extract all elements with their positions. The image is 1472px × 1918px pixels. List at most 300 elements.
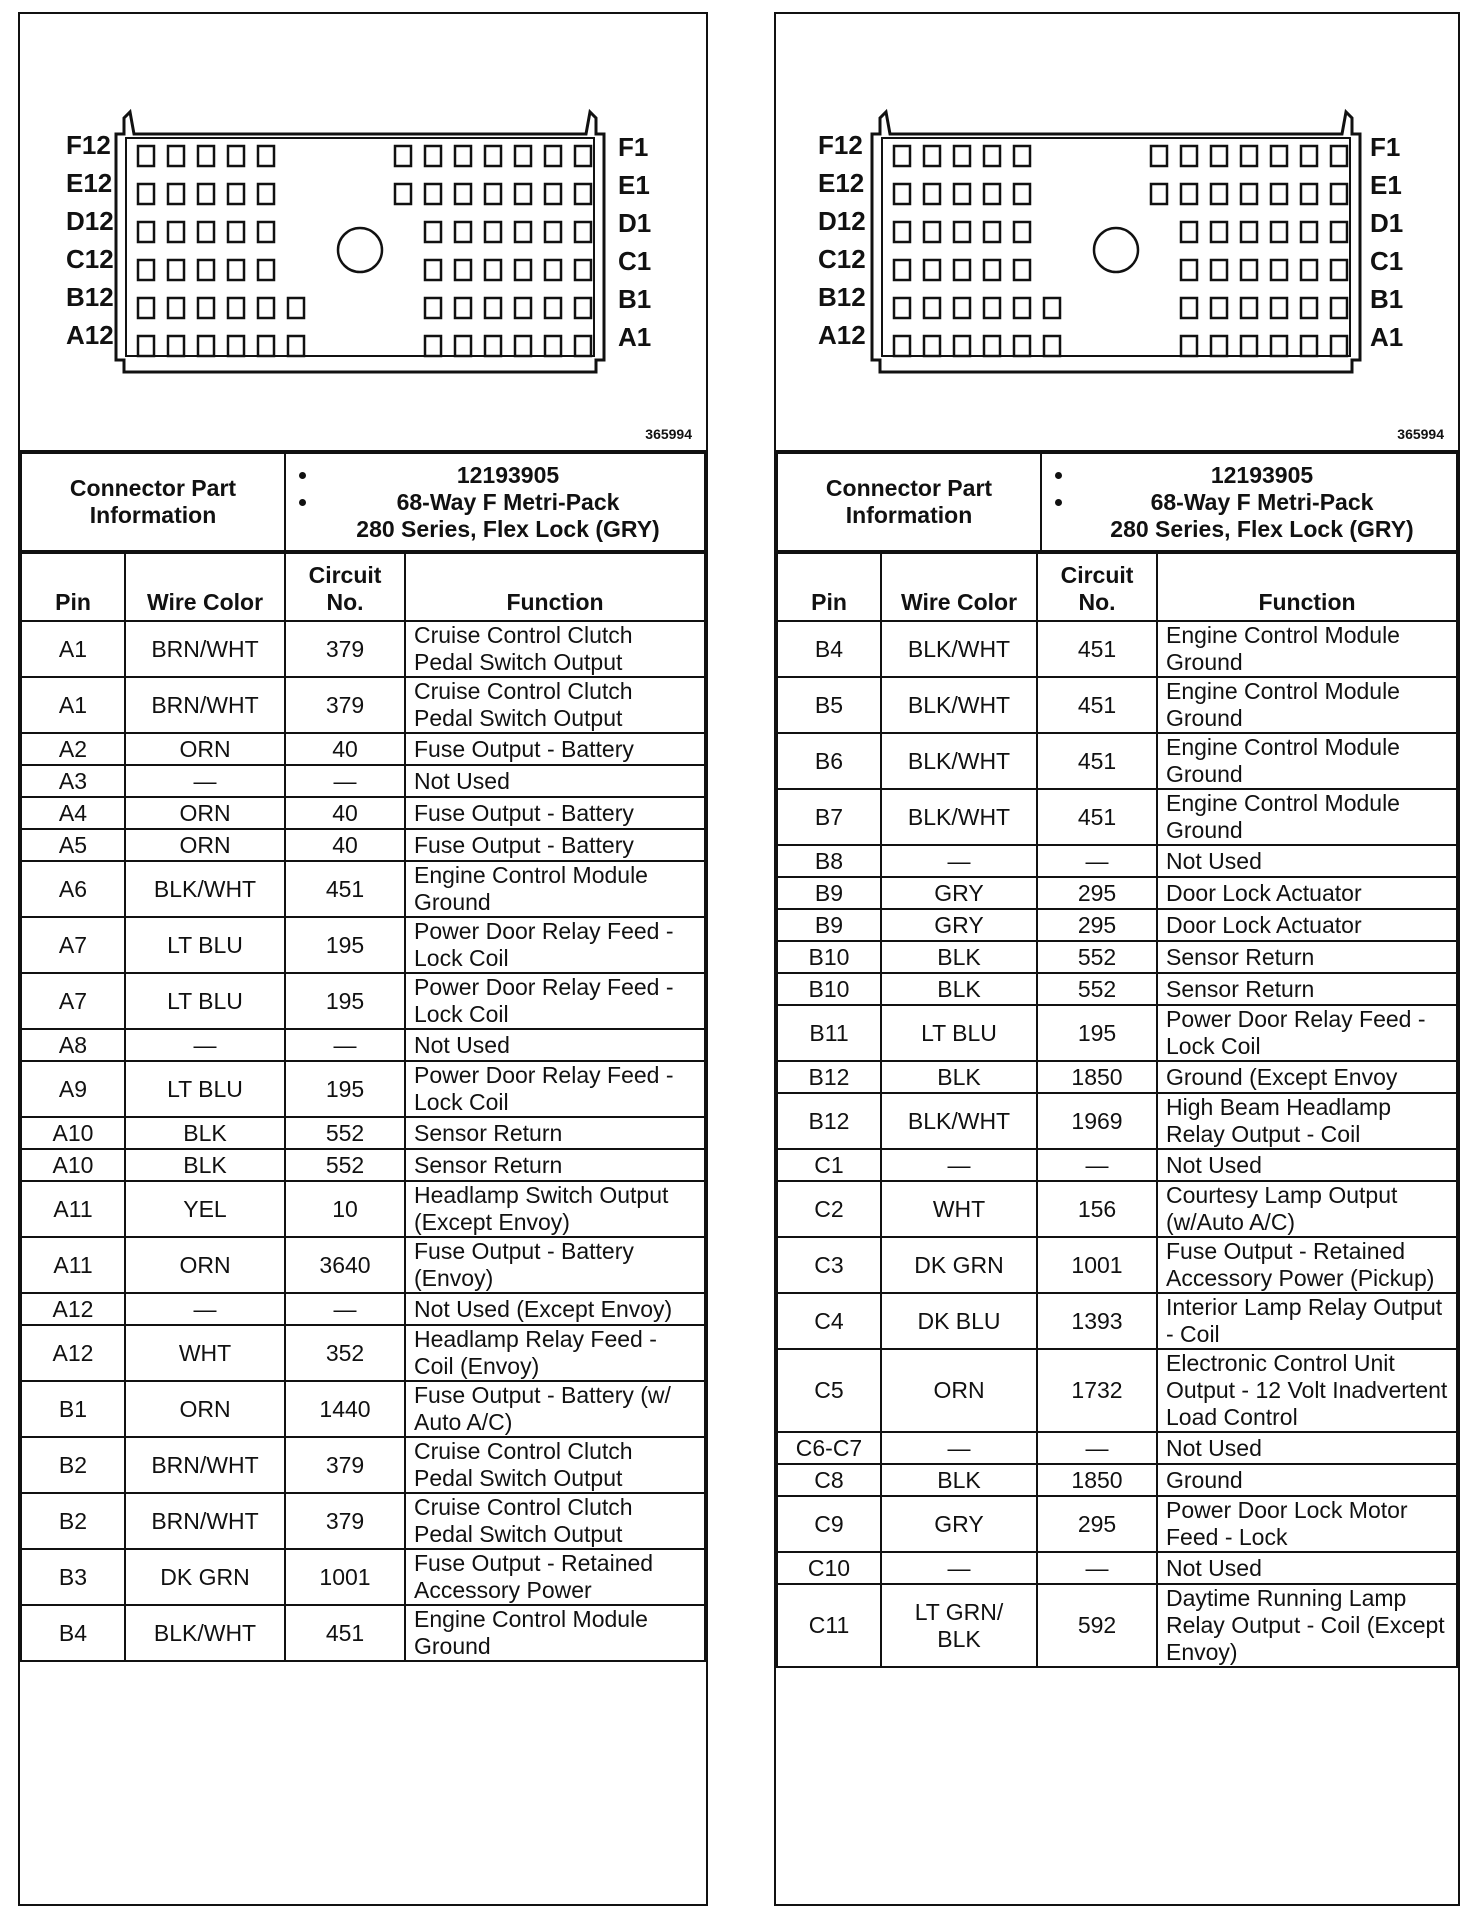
pin-cavity — [1211, 222, 1227, 242]
function-cell: Door Lock Actuator — [1157, 909, 1457, 941]
row-label-right: A1 — [618, 322, 652, 352]
wire-color-cell: GRY — [881, 877, 1037, 909]
pin-cell: B1 — [21, 1381, 125, 1437]
function-cell: Sensor Return — [1157, 941, 1457, 973]
row-label-right: B1 — [618, 284, 652, 314]
circuit-cell: 451 — [285, 861, 405, 917]
circuit-cell: 295 — [1037, 909, 1157, 941]
row-label-left: A12 — [818, 320, 866, 350]
wire-color-cell: BLK/WHT — [125, 861, 285, 917]
wire-color-cell: BLK — [125, 1117, 285, 1149]
pin-cell: C6-C7 — [777, 1432, 881, 1464]
function-cell: Cruise Control Clutch Pedal Switch Output — [405, 621, 705, 677]
pin-cell: B6 — [777, 733, 881, 789]
row-label-right: C1 — [1370, 246, 1404, 276]
circuit-cell: 1001 — [285, 1549, 405, 1605]
pin-cavity — [515, 146, 531, 166]
row-label-left: D12 — [818, 206, 866, 236]
pin-cavity — [198, 222, 214, 242]
function-cell: Not Used — [1157, 1432, 1457, 1464]
pin-cavity — [1271, 146, 1287, 166]
table-row — [21, 829, 705, 861]
header-function: Function — [405, 553, 705, 621]
pin-cavity — [1301, 260, 1317, 280]
function-cell: Sensor Return — [405, 1149, 705, 1181]
pin-cavity — [198, 146, 214, 166]
table-row — [21, 1237, 705, 1293]
pin-cavity — [1044, 298, 1060, 318]
pin-cavity — [455, 336, 471, 356]
row-label-right: D1 — [1370, 208, 1404, 238]
pin-cavity — [954, 336, 970, 356]
pin-cell: A11 — [21, 1237, 125, 1293]
pin-cavity — [138, 260, 154, 280]
table-row — [777, 1496, 1457, 1552]
pin-cavity — [545, 222, 561, 242]
wire-color-cell: — — [881, 1149, 1037, 1181]
circuit-cell: 451 — [1037, 621, 1157, 677]
table-row — [21, 1325, 705, 1381]
pin-cavity — [1241, 260, 1257, 280]
pin-cavity — [924, 222, 940, 242]
table-row — [777, 1149, 1457, 1181]
table-row — [21, 1149, 705, 1181]
pin-cell: B4 — [777, 621, 881, 677]
table-row — [21, 765, 705, 797]
pin-cell: A10 — [21, 1117, 125, 1149]
function-cell: Engine Control Module Ground — [405, 861, 705, 917]
pin-cavity — [1301, 146, 1317, 166]
pin-cavity — [288, 336, 304, 356]
wire-color-cell: BLK — [881, 973, 1037, 1005]
pin-cavity — [575, 298, 591, 318]
pin-cell: A7 — [21, 917, 125, 973]
pin-cavity — [228, 260, 244, 280]
row-label-left: C12 — [818, 244, 866, 274]
pin-cavity — [984, 336, 1000, 356]
wire-color-cell: LT BLU — [125, 973, 285, 1029]
pin-cavity — [1211, 260, 1227, 280]
pin-cavity — [485, 184, 501, 204]
polarization-key-circle — [338, 228, 382, 272]
function-cell: Power Door Relay Feed - Lock Coil — [405, 1061, 705, 1117]
function-cell: Sensor Return — [1157, 973, 1457, 1005]
function-cell: Sensor Return — [405, 1117, 705, 1149]
pin-cavity — [545, 146, 561, 166]
wire-color-cell: WHT — [125, 1325, 285, 1381]
pin-cavity — [515, 184, 531, 204]
pin-cavity — [1181, 336, 1197, 356]
table-row — [21, 917, 705, 973]
pin-cell: B12 — [777, 1061, 881, 1093]
circuit-cell: 1732 — [1037, 1349, 1157, 1432]
pin-cavity — [1044, 336, 1060, 356]
pin-cavity — [894, 184, 910, 204]
function-cell: Not Used — [405, 765, 705, 797]
pin-cavity — [198, 336, 214, 356]
pin-cavity — [258, 260, 274, 280]
row-label-left: C12 — [66, 244, 114, 274]
pin-cell: B5 — [777, 677, 881, 733]
pin-cavity — [168, 298, 184, 318]
table-row — [777, 1293, 1457, 1349]
pin-cavity — [198, 184, 214, 204]
part-info-label: Connector Part Information — [777, 453, 1041, 551]
function-cell: Headlamp Relay Feed - Coil (Envoy) — [405, 1325, 705, 1381]
table-row — [777, 1432, 1457, 1464]
pin-cavity — [455, 260, 471, 280]
pin-cavity — [575, 184, 591, 204]
pin-cavity — [228, 298, 244, 318]
connector-inner-frame — [882, 138, 1350, 356]
function-cell: Interior Lamp Relay Output - Coil — [1157, 1293, 1457, 1349]
pin-cavity — [575, 222, 591, 242]
wire-color-cell: BLK/WHT — [881, 621, 1037, 677]
pin-cavity — [984, 146, 1000, 166]
pin-cavity — [198, 260, 214, 280]
circuit-cell: 552 — [285, 1117, 405, 1149]
pin-cavity — [894, 298, 910, 318]
pin-cavity — [425, 222, 441, 242]
pin-cavity — [1211, 298, 1227, 318]
pin-cavity — [924, 336, 940, 356]
row-label-right: B1 — [1370, 284, 1404, 314]
table-row — [777, 789, 1457, 845]
function-cell: Door Lock Actuator — [1157, 877, 1457, 909]
wire-color-cell: BLK/WHT — [881, 677, 1037, 733]
function-cell: Power Door Lock Motor Feed - Lock — [1157, 1496, 1457, 1552]
circuit-cell: 195 — [285, 973, 405, 1029]
wire-color-cell: ORN — [125, 829, 285, 861]
pin-cell: C2 — [777, 1181, 881, 1237]
pin-cell: C9 — [777, 1496, 881, 1552]
pin-cell: B9 — [777, 909, 881, 941]
function-cell: Cruise Control Clutch Pedal Switch Output — [405, 677, 705, 733]
connector-diagram — [776, 14, 1458, 452]
pin-cavity — [1181, 222, 1197, 242]
pin-cavity — [168, 260, 184, 280]
pin-cavity — [894, 260, 910, 280]
function-cell: Engine Control Module Ground — [1157, 621, 1457, 677]
pin-cavity — [984, 184, 1000, 204]
circuit-cell: 195 — [285, 917, 405, 973]
wire-color-cell: LT BLU — [125, 1061, 285, 1117]
circuit-cell: 451 — [285, 1605, 405, 1661]
pin-cavity — [894, 336, 910, 356]
pin-cavity — [168, 336, 184, 356]
circuit-cell: — — [1037, 1552, 1157, 1584]
circuit-cell: 552 — [285, 1149, 405, 1181]
wire-color-cell: WHT — [881, 1181, 1037, 1237]
header-circuit: Circuit No. — [1037, 553, 1157, 621]
pin-cavity — [258, 146, 274, 166]
pin-cavity — [1014, 260, 1030, 280]
pin-cavity — [425, 298, 441, 318]
header-wire-color: Wire Color — [125, 553, 285, 621]
function-cell: Ground — [1157, 1464, 1457, 1496]
right-panel — [774, 12, 1460, 1906]
function-cell: Cruise Control Clutch Pedal Switch Output — [405, 1493, 705, 1549]
pin-cell: A5 — [21, 829, 125, 861]
wire-color-cell: — — [125, 1029, 285, 1061]
pin-cavity — [1014, 298, 1030, 318]
pin-rows-right — [777, 621, 1457, 1667]
wire-color-cell: BLK/WHT — [125, 1605, 285, 1661]
pin-cavity — [954, 146, 970, 166]
function-cell: Not Used (Except Envoy) — [405, 1293, 705, 1325]
pin-cell: C3 — [777, 1237, 881, 1293]
table-row — [21, 861, 705, 917]
pin-cavity — [258, 184, 274, 204]
function-cell: Daytime Running Lamp Relay Output - Coil (Except Envoy) — [1157, 1584, 1457, 1667]
pin-cavity — [455, 184, 471, 204]
pin-cavity — [1241, 146, 1257, 166]
pin-cavity — [1331, 184, 1347, 204]
pin-cavity — [894, 222, 910, 242]
table-row — [21, 733, 705, 765]
pin-cell: B8 — [777, 845, 881, 877]
circuit-cell: 295 — [1037, 877, 1157, 909]
pin-table-left — [20, 552, 706, 1662]
pin-cavity — [258, 298, 274, 318]
pin-cell: C4 — [777, 1293, 881, 1349]
pin-cell: A12 — [21, 1325, 125, 1381]
circuit-cell: — — [1037, 1149, 1157, 1181]
circuit-cell: 1850 — [1037, 1464, 1157, 1496]
pin-cavity — [228, 146, 244, 166]
function-cell: Fuse Output - Battery (w/ Auto A/C) — [405, 1381, 705, 1437]
wire-color-cell: — — [881, 845, 1037, 877]
pin-cavity — [1271, 260, 1287, 280]
function-cell: Fuse Output - Battery — [405, 829, 705, 861]
circuit-cell: 295 — [1037, 1496, 1157, 1552]
function-cell: Engine Control Module Ground — [1157, 677, 1457, 733]
pin-cavity — [1181, 184, 1197, 204]
pin-cavity — [924, 184, 940, 204]
wire-color-cell: GRY — [881, 909, 1037, 941]
wire-color-cell: BLK — [125, 1149, 285, 1181]
function-cell: Fuse Output - Retained Accessory Power — [405, 1549, 705, 1605]
circuit-cell: 1850 — [1037, 1061, 1157, 1093]
pin-cell: B7 — [777, 789, 881, 845]
wire-color-cell: BLK/WHT — [881, 733, 1037, 789]
circuit-cell: 451 — [1037, 677, 1157, 733]
part-description: • 68-Way F Metri-Pack 280 Series, Flex Lock (GRY) — [1076, 489, 1448, 543]
pin-cavity — [168, 184, 184, 204]
pin-cavity — [1271, 298, 1287, 318]
pin-cavity — [515, 298, 531, 318]
pin-cell: C11 — [777, 1584, 881, 1667]
function-cell: Headlamp Switch Output (Except Envoy) — [405, 1181, 705, 1237]
pin-cavity — [168, 222, 184, 242]
pin-cell: C10 — [777, 1552, 881, 1584]
circuit-cell: — — [285, 1029, 405, 1061]
connector-outline — [776, 14, 1458, 450]
pin-cell: A10 — [21, 1149, 125, 1181]
pin-cell: A9 — [21, 1061, 125, 1117]
pin-cavity — [984, 222, 1000, 242]
table-row — [21, 677, 705, 733]
pin-cavity — [1014, 146, 1030, 166]
row-label-right: F1 — [618, 132, 649, 162]
function-cell: Engine Control Module Ground — [405, 1605, 705, 1661]
pin-cell: B9 — [777, 877, 881, 909]
table-row — [21, 1181, 705, 1237]
pin-cavity — [515, 222, 531, 242]
pin-cavity — [228, 184, 244, 204]
header-pin: Pin — [777, 553, 881, 621]
table-row — [777, 1464, 1457, 1496]
function-cell: Fuse Output - Battery — [405, 733, 705, 765]
circuit-cell: 3640 — [285, 1237, 405, 1293]
pin-cavity — [1014, 184, 1030, 204]
pin-cavity — [545, 260, 561, 280]
pin-cavity — [954, 260, 970, 280]
pin-cavity — [485, 298, 501, 318]
circuit-cell: — — [285, 1293, 405, 1325]
pin-cell: B11 — [777, 1005, 881, 1061]
circuit-cell: 1001 — [1037, 1237, 1157, 1293]
table-row — [777, 1093, 1457, 1149]
table-row — [21, 1493, 705, 1549]
function-cell: Not Used — [1157, 1149, 1457, 1181]
row-label-right: F1 — [1370, 132, 1401, 162]
header-function: Function — [1157, 553, 1457, 621]
wire-color-cell: DK GRN — [125, 1549, 285, 1605]
pin-cavity — [954, 184, 970, 204]
pin-cell: B10 — [777, 973, 881, 1005]
function-cell: Fuse Output - Battery — [405, 797, 705, 829]
pin-cavity — [485, 146, 501, 166]
pin-cavity — [198, 298, 214, 318]
row-label-right: E1 — [618, 170, 650, 200]
circuit-cell: 379 — [285, 1437, 405, 1493]
pin-cavity — [1211, 336, 1227, 356]
circuit-cell: 1969 — [1037, 1093, 1157, 1149]
pin-cavity — [425, 184, 441, 204]
pin-cell: A12 — [21, 1293, 125, 1325]
circuit-cell: 379 — [285, 1493, 405, 1549]
wire-color-cell: LT BLU — [881, 1005, 1037, 1061]
pin-cell: A1 — [21, 677, 125, 733]
wire-color-cell: ORN — [125, 733, 285, 765]
table-row — [21, 1117, 705, 1149]
table-row — [777, 677, 1457, 733]
row-label-right: A1 — [1370, 322, 1404, 352]
pin-cavity — [425, 146, 441, 166]
part-info-label: Connector Part Information — [21, 453, 285, 551]
pin-cavity — [1271, 184, 1287, 204]
pin-cavity — [1014, 336, 1030, 356]
part-description: • 68-Way F Metri-Pack 280 Series, Flex Lock (GRY) — [320, 489, 696, 543]
pin-cavity — [455, 298, 471, 318]
pin-cavity — [894, 146, 910, 166]
header-pin: Pin — [21, 553, 125, 621]
circuit-cell: 451 — [1037, 789, 1157, 845]
wire-color-cell: — — [881, 1432, 1037, 1464]
pin-cell: A3 — [21, 765, 125, 797]
circuit-cell: 40 — [285, 733, 405, 765]
pin-cavity — [924, 146, 940, 166]
row-label-left: E12 — [66, 168, 113, 198]
pin-cavity — [455, 222, 471, 242]
function-cell: Engine Control Module Ground — [1157, 789, 1457, 845]
pin-cell: A6 — [21, 861, 125, 917]
pin-cavity — [1241, 184, 1257, 204]
pin-cavity — [545, 298, 561, 318]
pin-cavity — [1331, 146, 1347, 166]
pin-cavity — [1181, 298, 1197, 318]
wire-color-cell: ORN — [125, 797, 285, 829]
part-info-values — [285, 453, 705, 551]
part-info-values — [1041, 453, 1457, 551]
pin-cavity — [954, 298, 970, 318]
function-cell: Engine Control Module Ground — [1157, 733, 1457, 789]
function-cell: Power Door Relay Feed - Lock Coil — [405, 973, 705, 1029]
pin-cavity — [138, 298, 154, 318]
pin-cavity — [138, 146, 154, 166]
circuit-cell: 1393 — [1037, 1293, 1157, 1349]
row-label-right: E1 — [1370, 170, 1402, 200]
pin-cavity — [138, 222, 154, 242]
circuit-cell: 352 — [285, 1325, 405, 1381]
circuit-cell: 40 — [285, 797, 405, 829]
pin-cell: B2 — [21, 1493, 125, 1549]
left-panel — [18, 12, 708, 1906]
circuit-cell: 10 — [285, 1181, 405, 1237]
drawing-number: 365994 — [645, 426, 692, 442]
pin-cavity — [485, 260, 501, 280]
table-row — [777, 1584, 1457, 1667]
pin-cavity — [1241, 336, 1257, 356]
table-row — [21, 797, 705, 829]
circuit-cell: 592 — [1037, 1584, 1157, 1667]
pin-cavity — [1331, 222, 1347, 242]
circuit-cell: 451 — [1037, 733, 1157, 789]
table-row — [777, 941, 1457, 973]
table-row — [777, 877, 1457, 909]
circuit-cell: 379 — [285, 677, 405, 733]
pin-cavity — [575, 146, 591, 166]
table-row — [21, 1381, 705, 1437]
wire-color-cell: ORN — [881, 1349, 1037, 1432]
wire-color-cell: BRN/WHT — [125, 1437, 285, 1493]
row-label-left: B12 — [818, 282, 866, 312]
wire-color-cell: BLK — [881, 1464, 1037, 1496]
pin-cell: B10 — [777, 941, 881, 973]
pin-cavity — [168, 146, 184, 166]
circuit-cell: 552 — [1037, 973, 1157, 1005]
pin-cavity — [228, 336, 244, 356]
wire-color-cell: DK GRN — [881, 1237, 1037, 1293]
wire-color-cell: DK BLU — [881, 1293, 1037, 1349]
pin-cavity — [545, 184, 561, 204]
wire-color-cell: LT GRN/ BLK — [881, 1584, 1037, 1667]
pin-cell: A4 — [21, 797, 125, 829]
pin-cavity — [1271, 336, 1287, 356]
circuit-cell: — — [1037, 845, 1157, 877]
wire-color-cell: GRY — [881, 1496, 1037, 1552]
part-info-table — [20, 452, 706, 552]
pin-cavity — [1241, 298, 1257, 318]
wire-color-cell: BLK — [881, 941, 1037, 973]
row-label-left: F12 — [66, 130, 111, 160]
wire-color-cell: BRN/WHT — [125, 621, 285, 677]
pin-cavity — [1301, 298, 1317, 318]
row-label-right: C1 — [618, 246, 652, 276]
pin-cell: A2 — [21, 733, 125, 765]
pin-cavity — [515, 260, 531, 280]
